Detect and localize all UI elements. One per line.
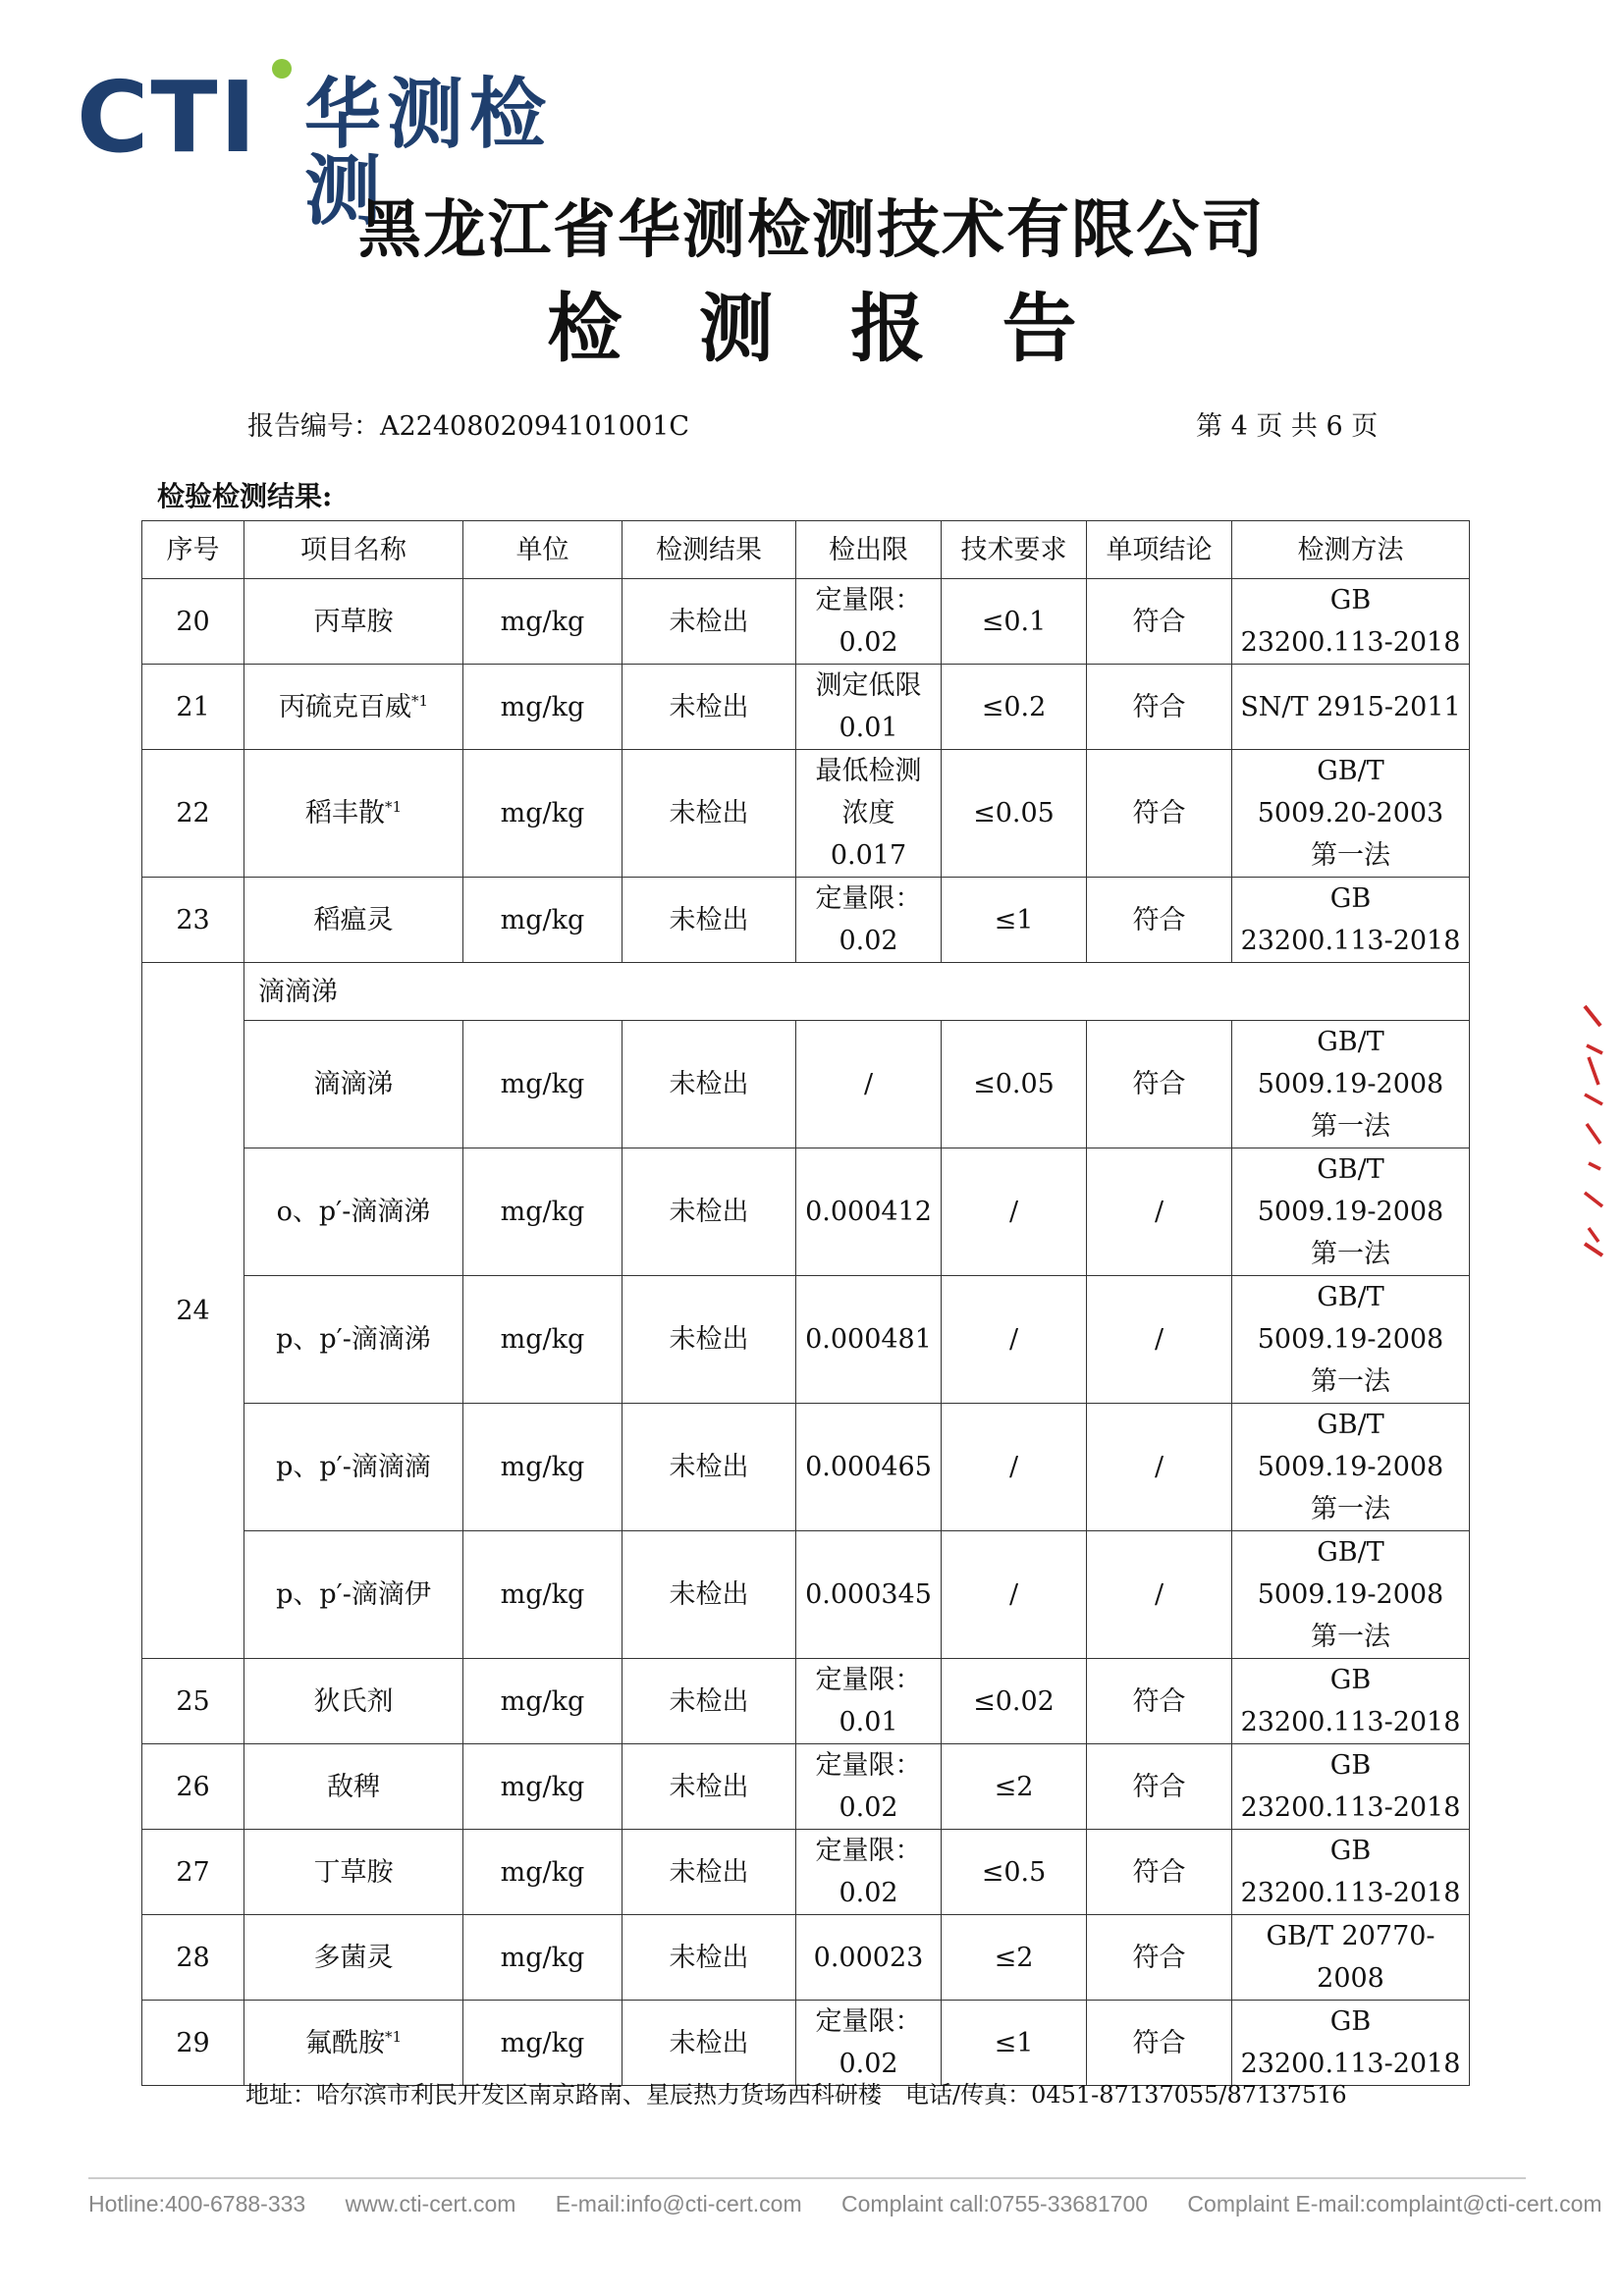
- requirement: [942, 1531, 1087, 1659]
- cell-text: 未检出: [669, 1685, 749, 1717]
- method-line: 第一法: [1311, 840, 1390, 871]
- test-result: [623, 878, 796, 963]
- method-line: 23200.113-2018: [1240, 627, 1461, 658]
- conclusion: [1087, 579, 1232, 665]
- conclusion: [1087, 1276, 1232, 1404]
- test-result: [623, 1830, 796, 1915]
- unit: [463, 1021, 623, 1148]
- cell-text: 未检出: [669, 1856, 749, 1888]
- column-header: 单项结论: [1087, 521, 1232, 579]
- test-method: [1232, 1659, 1470, 1744]
- unit: [463, 1744, 623, 1830]
- method-line: 23200.113-2018: [1240, 2049, 1461, 2079]
- row-number: [142, 1830, 244, 1915]
- column-header: 单位: [463, 521, 623, 579]
- table-row: [142, 1148, 1470, 1276]
- detection-limit: [796, 665, 942, 750]
- cell-text: 未检出: [669, 904, 749, 935]
- limit-line: 最低检测: [815, 756, 922, 786]
- cell-text: 28: [176, 1942, 210, 1973]
- conclusion: [1087, 1021, 1232, 1148]
- test-result: [623, 1021, 796, 1148]
- cell-text: mg/kg: [500, 1197, 585, 1227]
- requirement: [942, 1830, 1087, 1915]
- test-result: [623, 1404, 796, 1531]
- unit: [463, 1531, 623, 1659]
- unit: [463, 1915, 623, 2001]
- logo-green-dot: [272, 59, 292, 79]
- cell-text: o、p′-滴滴涕: [276, 1197, 431, 1227]
- footnote-mark: *1: [384, 798, 403, 816]
- unit: [463, 1404, 623, 1531]
- footer-complaint-call: Complaint call:0755-33681700: [841, 2191, 1149, 2216]
- method-line: GB: [1329, 585, 1372, 615]
- limit-line: 测定低限: [815, 670, 922, 701]
- detection-limit: [796, 1915, 942, 2001]
- limit-line: 浓度: [841, 798, 895, 828]
- table-row: [142, 1404, 1470, 1531]
- limit-line: 0.000345: [805, 1579, 932, 1610]
- detection-limit: [796, 1276, 942, 1404]
- table-row: [142, 1744, 1470, 1830]
- cell-text: ≤2: [994, 1771, 1034, 1802]
- cell-text: mg/kg: [500, 1324, 585, 1355]
- detection-limit: [796, 750, 942, 878]
- detection-limit: [796, 1531, 942, 1659]
- method-line: 5009.19-2008: [1257, 1452, 1444, 1482]
- unit: [463, 750, 623, 878]
- method-line: GB: [1329, 883, 1372, 914]
- cell-text: 21: [176, 691, 210, 722]
- cell-text: 未检出: [669, 798, 749, 828]
- cell-text: ≤1: [994, 904, 1034, 935]
- cell-text: 未检出: [669, 1452, 749, 1482]
- cell-text: mg/kg: [500, 798, 585, 828]
- limit-line: 0.02: [839, 926, 898, 956]
- method-line: 第一法: [1311, 1366, 1390, 1397]
- cell-text: ≤0.2: [981, 691, 1047, 722]
- cell-text: 未检出: [669, 1942, 749, 1973]
- detection-limit: [796, 2001, 942, 2086]
- table-row: [142, 2001, 1470, 2086]
- method-line: 5009.19-2008: [1257, 1069, 1444, 1099]
- cell-text: 未检出: [669, 691, 749, 722]
- test-result: [623, 1148, 796, 1276]
- cell-text: 未检出: [669, 1197, 749, 1227]
- cell-text: 未检出: [669, 1069, 749, 1099]
- cell-text: p、p′-滴滴滴: [276, 1452, 431, 1482]
- cell-text: 敌稗: [327, 1771, 380, 1802]
- conclusion: [1087, 1830, 1232, 1915]
- limit-line: 0.017: [830, 840, 907, 871]
- cell-text: 狄氏剂: [313, 1685, 394, 1717]
- cell-text: /: [1154, 1324, 1164, 1355]
- item-name: [244, 665, 463, 750]
- limit-line: 定量限：: [815, 1750, 922, 1781]
- column-header: 序号: [142, 521, 244, 579]
- method-line: GB/T: [1317, 1027, 1384, 1057]
- limit-line: 0.02: [839, 1792, 898, 1823]
- method-line: GB: [1329, 1750, 1372, 1781]
- requirement: [942, 1404, 1087, 1531]
- test-result: [623, 1659, 796, 1744]
- cell-text: mg/kg: [500, 1856, 585, 1888]
- test-method: [1232, 665, 1470, 750]
- table-row: [142, 1276, 1470, 1404]
- requirement: [942, 1276, 1087, 1404]
- footnote-mark: *1: [410, 691, 429, 710]
- method-line: 第一法: [1311, 1622, 1390, 1652]
- limit-line: 定量限：: [815, 1836, 922, 1866]
- method-line: GB/T: [1317, 1537, 1384, 1568]
- table-row: [142, 1531, 1470, 1659]
- cell-text: 稻瘟灵: [313, 904, 394, 935]
- test-method: [1232, 1148, 1470, 1276]
- unit: [463, 665, 623, 750]
- cell-text: 滴滴涕: [313, 1069, 394, 1099]
- requirement: [942, 750, 1087, 878]
- column-header: 检出限: [796, 521, 942, 579]
- limit-line: 0.00023: [813, 1942, 924, 1973]
- cell-text: /: [1008, 1452, 1019, 1482]
- report-title: 检 测 报 告: [547, 285, 1103, 372]
- detection-limit: [796, 1021, 942, 1148]
- limit-line: 定量限：: [815, 1665, 922, 1695]
- cell-text: mg/kg: [500, 2027, 585, 2058]
- cell-text: 符合: [1132, 1942, 1186, 1973]
- cell-text: 未检出: [669, 606, 749, 637]
- conclusion: [1087, 1404, 1232, 1531]
- group-title-row: [142, 963, 1470, 1021]
- test-method: [1232, 579, 1470, 665]
- method-line: 第一法: [1311, 1494, 1390, 1524]
- cell-text: 25: [176, 1685, 210, 1717]
- requirement: [942, 2001, 1087, 2086]
- cell-text: mg/kg: [500, 1685, 585, 1717]
- cell-text: /: [1154, 1579, 1164, 1610]
- item-name: [244, 1915, 463, 2001]
- test-method: [1232, 1915, 1470, 2001]
- cell-text: ≤2: [994, 1942, 1034, 1973]
- footnote-mark: *1: [384, 2027, 403, 2046]
- requirement: [942, 579, 1087, 665]
- cell-text: 丙硫克百威: [278, 691, 411, 722]
- row-number: [142, 2001, 244, 2086]
- item-name: [244, 1659, 463, 1744]
- test-method: [1232, 1744, 1470, 1830]
- test-result: [623, 579, 796, 665]
- column-header: 技术要求: [942, 521, 1087, 579]
- cell-text: 符合: [1132, 1771, 1186, 1802]
- cell-text: 符合: [1132, 606, 1186, 637]
- row-number: [142, 1915, 244, 2001]
- requirement: [942, 878, 1087, 963]
- group-title: [244, 963, 1470, 1021]
- cell-text: 23: [176, 904, 210, 935]
- item-name: [244, 750, 463, 878]
- method-line: 第一法: [1311, 1111, 1390, 1142]
- cell-text: /: [1008, 1579, 1019, 1610]
- item-name: [244, 1276, 463, 1404]
- row-number: [142, 1659, 244, 1744]
- cell-text: mg/kg: [500, 1942, 585, 1973]
- cell-text: 滴滴涕: [258, 976, 338, 1007]
- limit-line: 0.000465: [805, 1452, 932, 1482]
- cell-text: 符合: [1132, 904, 1186, 935]
- conclusion: [1087, 665, 1232, 750]
- table-row: [142, 665, 1470, 750]
- cell-text: /: [1154, 1452, 1164, 1482]
- results-table: [141, 520, 1470, 2086]
- test-method: [1232, 1830, 1470, 1915]
- item-name: [244, 1744, 463, 1830]
- footer-complaint-email-link[interactable]: Complaint E-mail:complaint@cti-cert.com: [1187, 2191, 1602, 2216]
- cell-text: ≤1: [994, 2027, 1034, 2058]
- limit-line: 0.01: [839, 713, 898, 743]
- item-name: [244, 1404, 463, 1531]
- company-name: 黑龙江省华测检测技术有限公司: [358, 193, 1266, 267]
- method-line: SN/T 2915-2011: [1240, 691, 1461, 722]
- item-name: [244, 2001, 463, 2086]
- unit: [463, 1148, 623, 1276]
- cell-text: 未检出: [669, 1771, 749, 1802]
- conclusion: [1087, 1148, 1232, 1276]
- test-result: [623, 1915, 796, 2001]
- detection-limit: [796, 1148, 942, 1276]
- footer-email-link[interactable]: E-mail:info@cti-cert.com: [555, 2191, 802, 2216]
- cell-text: 符合: [1132, 798, 1186, 828]
- footer-website-link[interactable]: www.cti-cert.com: [345, 2191, 516, 2216]
- requirement: [942, 1148, 1087, 1276]
- column-header: 项目名称: [244, 521, 463, 579]
- table-row: [142, 1830, 1470, 1915]
- test-result: [623, 1744, 796, 1830]
- limit-line: 0.000412: [805, 1197, 932, 1227]
- method-line: 23200.113-2018: [1240, 926, 1461, 956]
- method-line: 5009.20-2003: [1257, 798, 1444, 828]
- table-row: [142, 1915, 1470, 2001]
- conclusion: [1087, 1744, 1232, 1830]
- cell-text: 氟酰胺: [304, 2027, 385, 2058]
- cell-text: /: [1008, 1324, 1019, 1355]
- method-line: 第一法: [1311, 1239, 1390, 1269]
- cell-text: ≤0.1: [981, 606, 1047, 637]
- section-heading: 检验检测结果:: [157, 480, 333, 512]
- method-line: 23200.113-2018: [1240, 1878, 1461, 1908]
- test-result: [623, 1276, 796, 1404]
- cell-text: mg/kg: [500, 1069, 585, 1099]
- table-row: [142, 750, 1470, 878]
- cell-text: mg/kg: [500, 904, 585, 935]
- unit: [463, 2001, 623, 2086]
- cell-text: ≤0.05: [973, 798, 1055, 828]
- item-name: [244, 878, 463, 963]
- item-name: [244, 1531, 463, 1659]
- limit-line: 0.02: [839, 1878, 898, 1908]
- cell-text: 丁草胺: [313, 1856, 394, 1888]
- cell-text: mg/kg: [500, 606, 585, 637]
- cell-text: mg/kg: [500, 1771, 585, 1802]
- cell-text: 未检出: [669, 2027, 749, 2058]
- test-method: [1232, 750, 1470, 878]
- limit-line: /: [863, 1069, 874, 1099]
- detection-limit: [796, 579, 942, 665]
- cell-text: 未检出: [669, 1579, 749, 1610]
- cell-text: 未检出: [669, 1324, 749, 1355]
- method-line: 23200.113-2018: [1240, 1707, 1461, 1737]
- report-number: 报告编号：A2240802094101001C: [247, 411, 690, 442]
- cell-text: 稻丰散: [304, 798, 385, 828]
- column-header: 检测方法: [1232, 521, 1470, 579]
- limit-line: 0.01: [839, 1707, 898, 1737]
- cell-text: 丙草胺: [313, 606, 394, 637]
- limit-line: 0.02: [839, 627, 898, 658]
- row-number: [142, 579, 244, 665]
- method-line: GB/T: [1317, 756, 1384, 786]
- conclusion: [1087, 2001, 1232, 2086]
- cell-text: mg/kg: [500, 691, 585, 722]
- cell-text: ≤0.5: [981, 1856, 1047, 1888]
- limit-line: 0.02: [839, 2049, 898, 2079]
- conclusion: [1087, 1915, 1232, 2001]
- item-name: [244, 1830, 463, 1915]
- conclusion: [1087, 1531, 1232, 1659]
- conclusion: [1087, 1659, 1232, 1744]
- cell-text: /: [1008, 1197, 1019, 1227]
- detection-limit: [796, 1744, 942, 1830]
- row-number: [142, 665, 244, 750]
- cell-text: 24: [176, 1295, 210, 1326]
- footer-divider: [88, 2177, 1526, 2179]
- method-line: 5009.19-2008: [1257, 1579, 1444, 1610]
- table-header-row: [142, 521, 1470, 579]
- test-method: [1232, 2001, 1470, 2086]
- test-method: [1232, 878, 1470, 963]
- method-line: 5009.19-2008: [1257, 1197, 1444, 1227]
- cell-text: 符合: [1132, 1685, 1186, 1717]
- cell-text: 符合: [1132, 2027, 1186, 2058]
- table-row: [142, 579, 1470, 665]
- requirement: [942, 665, 1087, 750]
- table-row: [142, 1021, 1470, 1148]
- table-row: [142, 1659, 1470, 1744]
- unit: [463, 579, 623, 665]
- limit-line: 定量限：: [815, 2006, 922, 2037]
- cell-text: 26: [176, 1771, 210, 1802]
- address-line: 地址：哈尔滨市利民开发区南京路南、星辰热力货场西科研楼 电话/传真：0451-87137055/87137516: [245, 2081, 1347, 2109]
- test-result: [623, 2001, 796, 2086]
- cell-text: ≤0.02: [973, 1685, 1055, 1717]
- cell-text: mg/kg: [500, 1452, 585, 1482]
- conclusion: [1087, 878, 1232, 963]
- cell-text: /: [1154, 1197, 1164, 1227]
- detection-limit: [796, 878, 942, 963]
- cell-text: 多菌灵: [313, 1942, 394, 1973]
- detection-limit: [796, 1404, 942, 1531]
- cell-text: p、p′-滴滴伊: [276, 1579, 431, 1610]
- test-method: [1232, 1021, 1470, 1148]
- item-name: [244, 579, 463, 665]
- item-name: [244, 1148, 463, 1276]
- conclusion: [1087, 750, 1232, 878]
- limit-line: 定量限：: [815, 883, 922, 914]
- row-number: [142, 1744, 244, 1830]
- cell-text: 符合: [1132, 1069, 1186, 1099]
- cell-text: p、p′-滴滴涕: [276, 1324, 431, 1355]
- limit-line: 定量限：: [815, 585, 922, 615]
- unit: [463, 1659, 623, 1744]
- method-line: 5009.19-2008: [1257, 1324, 1444, 1355]
- column-header: 检测结果: [623, 521, 796, 579]
- method-line: GB/T: [1317, 1154, 1384, 1185]
- logo-cti-mark: CTI: [77, 60, 258, 175]
- method-line: 23200.113-2018: [1240, 1792, 1461, 1823]
- cell-text: 29: [176, 2027, 210, 2058]
- table-body: [142, 579, 1470, 2086]
- test-result: [623, 750, 796, 878]
- method-line: GB: [1329, 1665, 1372, 1695]
- requirement: [942, 1915, 1087, 2001]
- test-method: [1232, 1404, 1470, 1531]
- unit: [463, 1276, 623, 1404]
- requirement: [942, 1659, 1087, 1744]
- detection-limit: [796, 1830, 942, 1915]
- method-line: GB: [1329, 2006, 1372, 2037]
- detection-limit: [796, 1659, 942, 1744]
- footer-bar: [88, 2189, 1602, 2218]
- test-method: [1232, 1531, 1470, 1659]
- logo-company-name: 华测检测: [304, 71, 553, 236]
- requirement: [942, 1021, 1087, 1148]
- test-result: [623, 665, 796, 750]
- unit: [463, 1830, 623, 1915]
- method-line: GB/T: [1317, 1282, 1384, 1312]
- cell-text: 20: [176, 606, 210, 637]
- method-line: GB: [1329, 1836, 1372, 1866]
- method-line: GB/T 20770-2008: [1266, 1921, 1435, 1994]
- cell-text: 符合: [1132, 691, 1186, 722]
- item-name: [244, 1021, 463, 1148]
- cell-text: ≤0.05: [973, 1069, 1055, 1099]
- row-number: [142, 878, 244, 963]
- row-number: [142, 750, 244, 878]
- seal-fragment-icon: [1579, 996, 1608, 1261]
- limit-line: 0.000481: [805, 1324, 932, 1355]
- requirement: [942, 1744, 1087, 1830]
- cell-text: 27: [176, 1856, 210, 1888]
- page-info: 第 4 页 共 6 页: [1196, 411, 1379, 442]
- method-line: GB/T: [1317, 1410, 1384, 1440]
- seam-seal-mark: [1579, 996, 1608, 1261]
- cell-text: 符合: [1132, 1856, 1186, 1888]
- cell-text: 22: [176, 798, 210, 828]
- unit: [463, 878, 623, 963]
- test-method: [1232, 1276, 1470, 1404]
- row-number: [142, 963, 244, 1659]
- test-result: [623, 1531, 796, 1659]
- footer-hotline: Hotline:400-6788-333: [88, 2191, 306, 2216]
- table-row: [142, 878, 1470, 963]
- cti-logo: [77, 59, 626, 236]
- cell-text: mg/kg: [500, 1579, 585, 1610]
